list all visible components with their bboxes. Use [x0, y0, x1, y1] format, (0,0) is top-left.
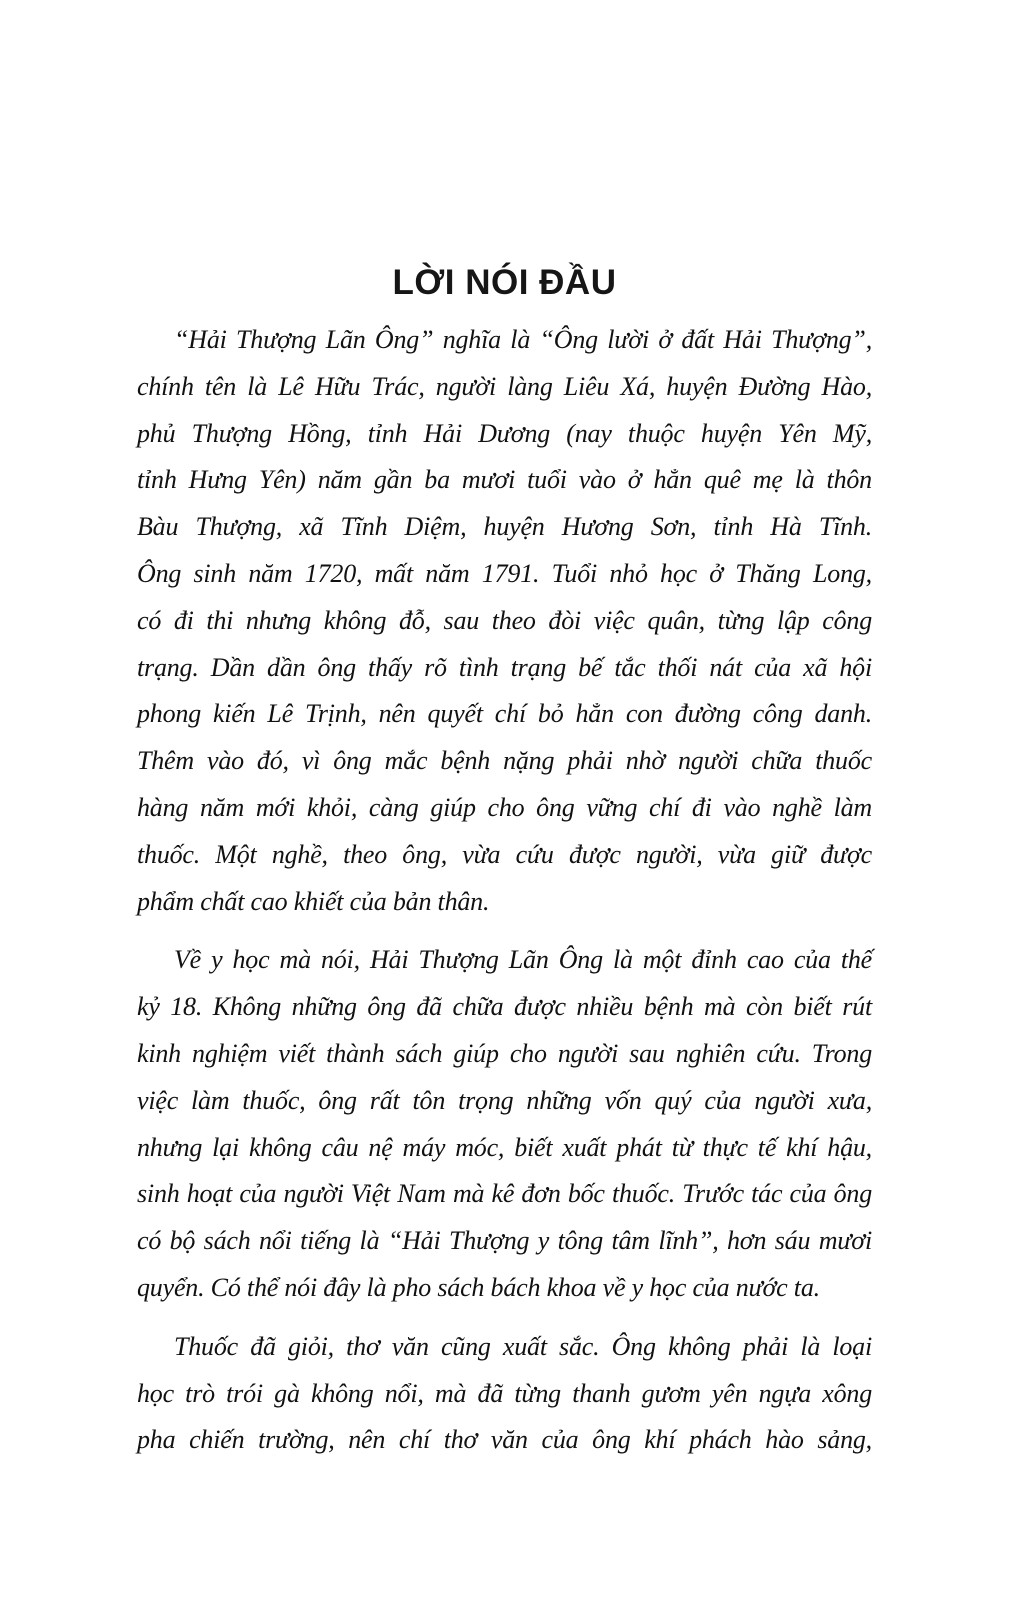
body-text	[137, 317, 872, 1476]
text-line: Ông sinh năm 1720, mất năm 1791. Tuổi nhỏ học ở Thăng Long,	[137, 558, 872, 588]
text-line: kỷ 18. Không những ông đã chữa được nhiều bệnh mà còn biết rút	[137, 992, 872, 1022]
text-line: quyển. Có thể nói đây là pho sách bách khoa về y học của nước ta.	[137, 1272, 820, 1302]
text-line: Thêm vào đó, vì ông mắc bệnh nặng phải nhờ người chữa thuốc	[137, 746, 872, 776]
text-line: thuốc. Một nghề, theo ông, vừa cứu được người, vừa giữ được	[137, 839, 872, 869]
text-line: Thuốc đã giỏi, thơ văn cũng xuất sắc. Ông không phải là loại	[174, 1331, 872, 1361]
text-line: Về y học mà nói, Hải Thượng Lãn Ông là một đỉnh cao của thế	[174, 945, 872, 975]
text-line: “Hải Thượng Lãn Ông” nghĩa là “Ông lười ở đất Hải Thượng”,	[174, 325, 872, 354]
text-line: hàng năm mới khỏi, càng giúp cho ông vững chí đi vào nghề làm	[137, 792, 872, 822]
text-line: pha chiến trường, nên chí thơ văn của ông khí phách hào sảng,	[137, 1425, 872, 1455]
paragraph	[137, 1324, 872, 1464]
text-line: việc làm thuốc, ông rất tôn trọng những vốn quý của người xưa,	[137, 1085, 872, 1115]
paragraph	[137, 937, 872, 1311]
page-title: LỜI NÓI ĐẦU	[392, 263, 617, 303]
text-line: Bàu Thượng, xã Tĩnh Diệm, huyện Hương Sơn, tỉnh Hà Tĩnh.	[137, 512, 872, 542]
text-line: phong kiến Lê Trịnh, nên quyết chí bỏ hẳn con đường công danh.	[137, 699, 872, 729]
text-line: phẩm chất cao khiết của bản thân.	[137, 886, 490, 916]
text-line: phủ Thượng Hồng, tỉnh Hải Dương (nay thuộc huyện Yên Mỹ,	[137, 418, 872, 448]
text-line: có bộ sách nổi tiếng là “Hải Thượng y tông tâm lĩnh”, hơn sáu mươi	[137, 1226, 872, 1256]
text-line: có đi thi nhưng không đỗ, sau theo đòi việc quân, từng lập công	[137, 605, 872, 635]
paragraph	[137, 317, 872, 925]
text-line: học trò trói gà không nổi, mà đã từng thanh gươm yên ngựa xông	[137, 1378, 872, 1408]
text-line: nhưng lại không câu nệ máy móc, biết xuất phát từ thực tế khí hậu,	[137, 1132, 872, 1162]
text-line: trạng. Dần dần ông thấy rõ tình trạng bế tắc thối nát của xã hội	[137, 652, 872, 682]
text-line: kinh nghiệm viết thành sách giúp cho người sau nghiên cứu. Trong	[137, 1038, 872, 1068]
text-line: chính tên là Lê Hữu Trác, người làng Liêu Xá, huyện Đường Hào,	[137, 371, 872, 401]
text-line: tỉnh Hưng Yên) năm gần ba mươi tuổi vào ở hẳn quê mẹ là thôn	[137, 465, 872, 495]
text-line: sinh hoạt của người Việt Nam mà kê đơn bốc thuốc. Trước tác của ông	[137, 1179, 872, 1209]
